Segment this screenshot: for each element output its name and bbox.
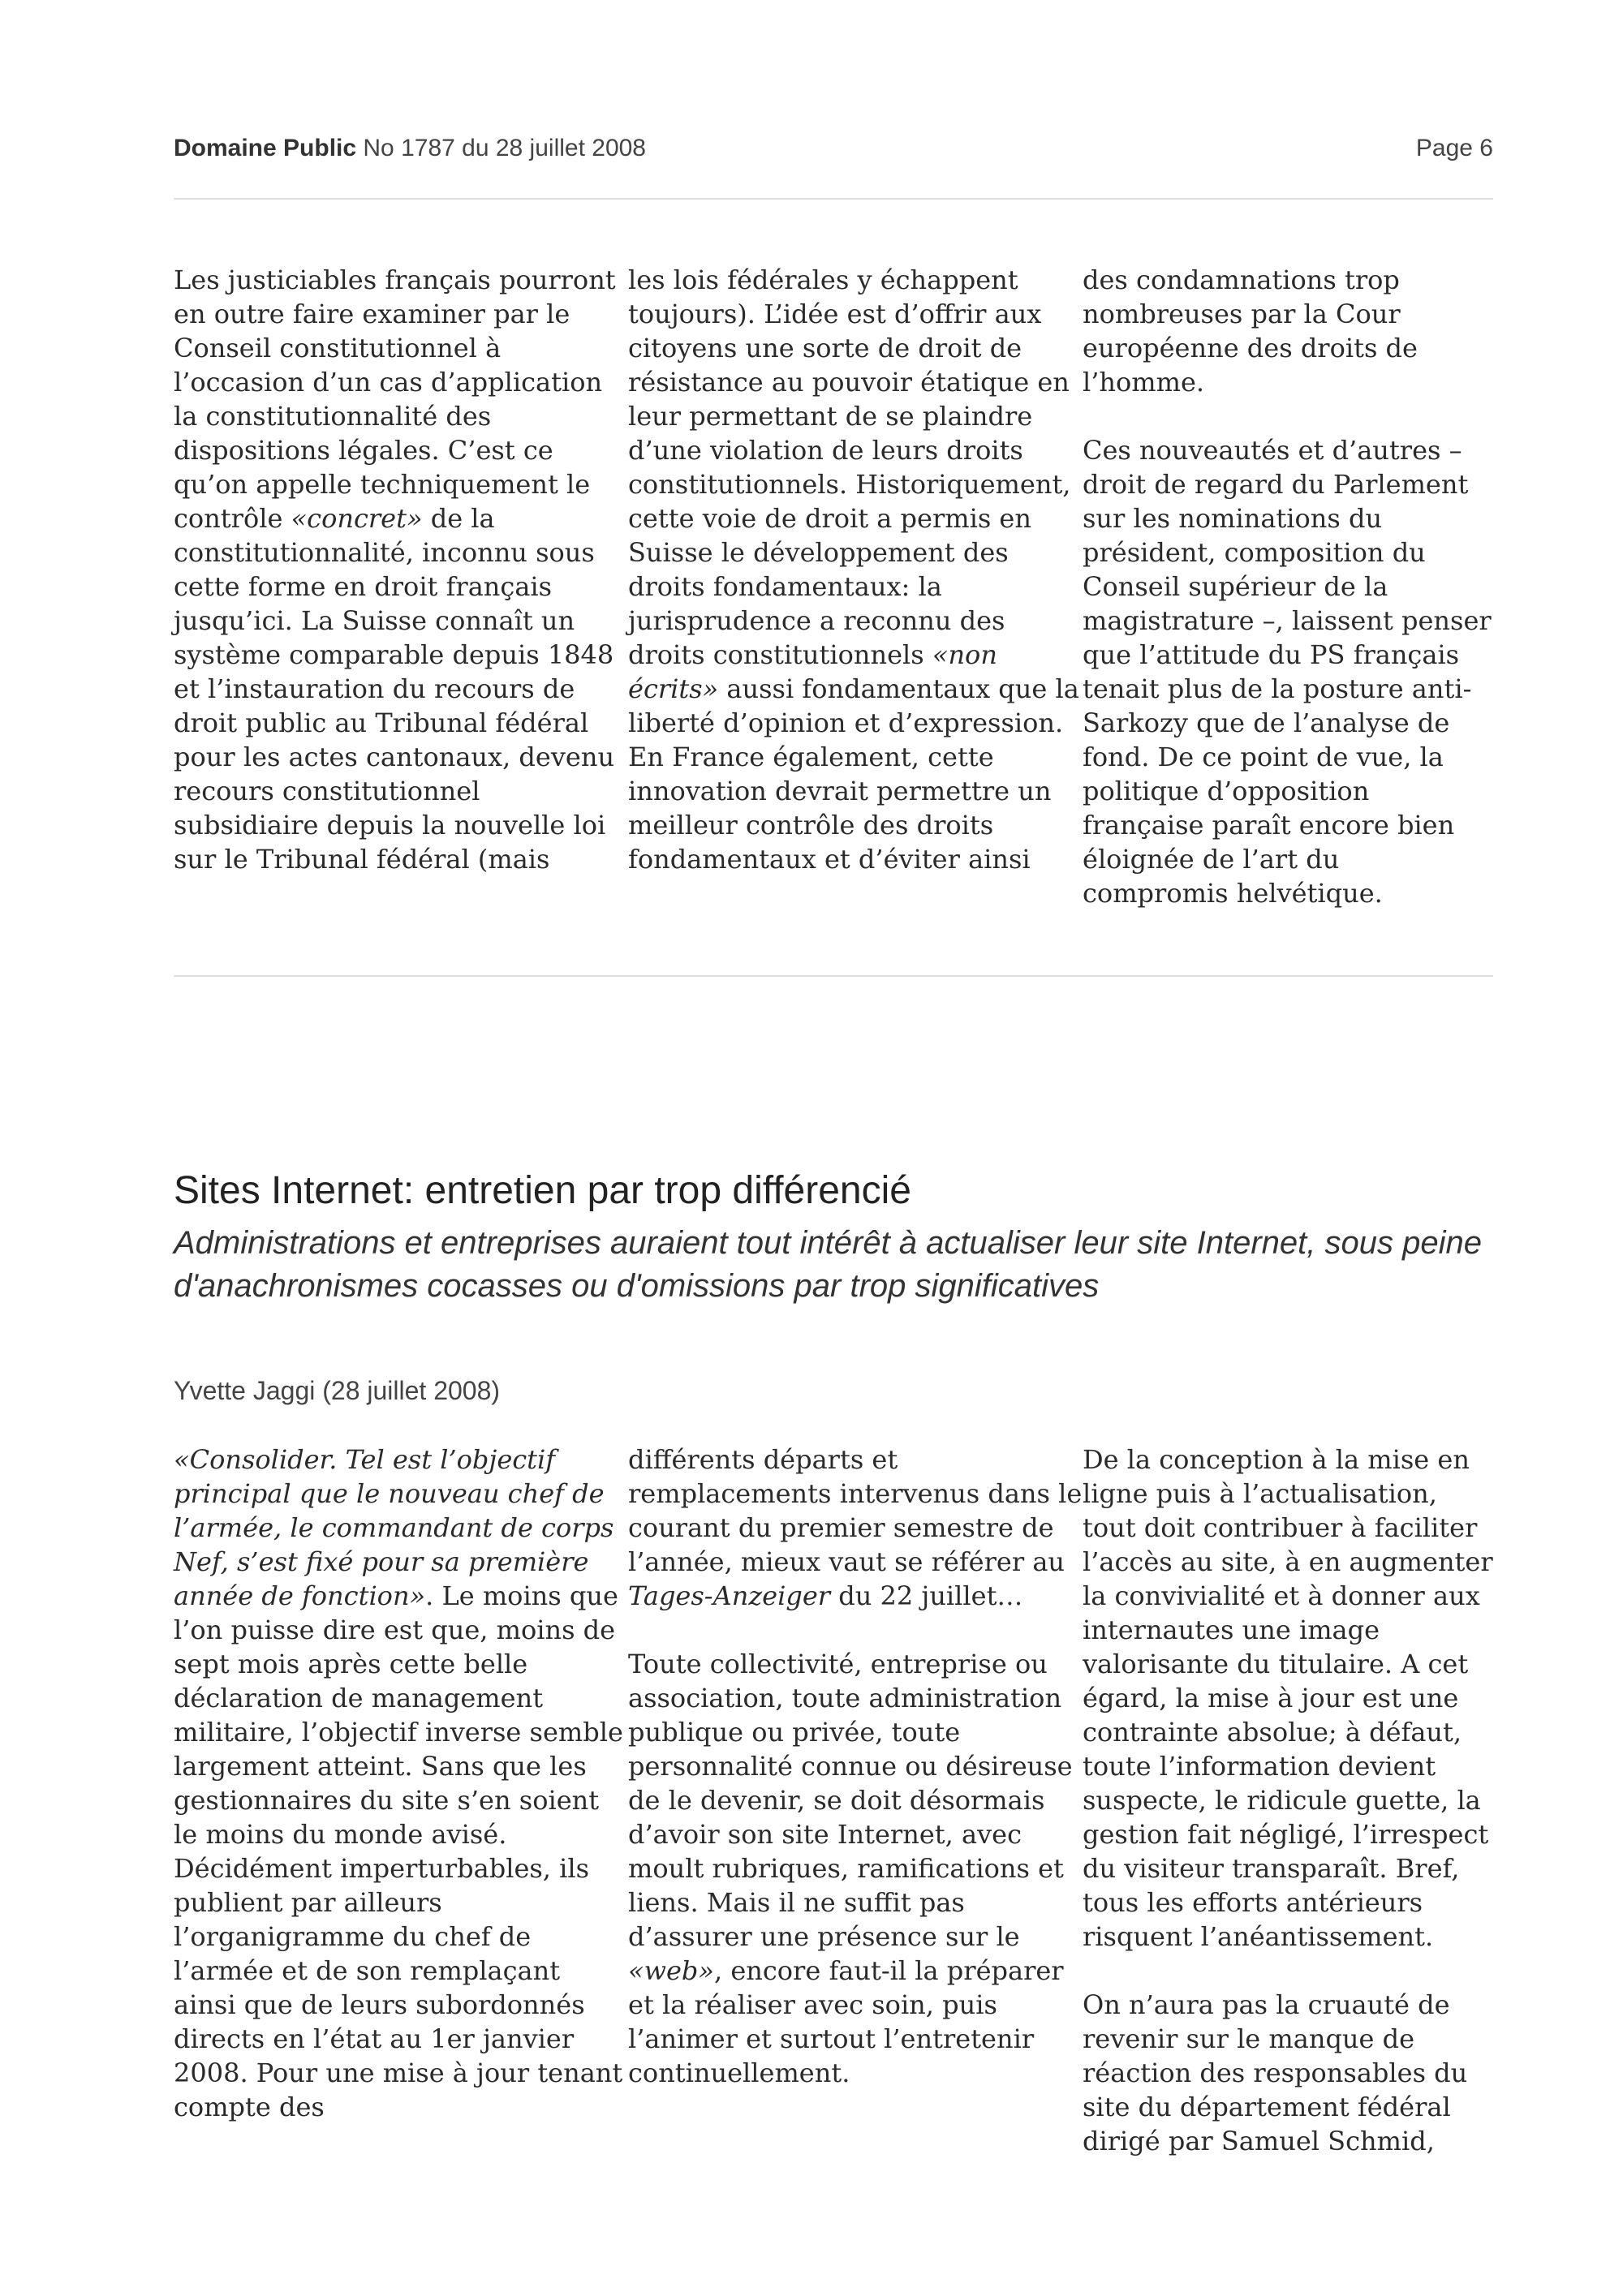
emphasis: «concret»	[291, 503, 423, 534]
paragraph	[628, 1443, 1083, 1613]
text-run: Toute collectivité, entreprise ou association, toute administration publique ou privée, toute personnalité connue ou désireuse de le devenir, se doit désormais d’avoir son site Internet, avec moult rubriques, ramifications et liens. Mais il ne suffit pas d’assurer une présence sur le	[628, 1649, 1073, 1952]
text-run: les lois fédérales y échappent toujours). L’idée est d’offrir aux citoyens une sorte de droit de résistance au pouvoir étatique en leur permettant de se plaindre d’une violation de leurs droits constitutionnels. Historiquement, cette voie de droit a permis en Suisse le développement des droits fondamentaux: la jurisprudence a reconnu des droits constitutionnels	[628, 264, 1071, 670]
article-title: Sites Internet: entretien par trop différencié	[174, 1169, 911, 1212]
emphasis: «web»	[628, 1955, 714, 1986]
article-column-1	[174, 1443, 628, 2158]
paragraph	[628, 1647, 1083, 2090]
text-run: différents départs et remplacements intervenus dans le courant du premier semestre de l’année, mieux vaut se référer au	[628, 1444, 1083, 1577]
issue-info: No 1787 du 28 juillet 2008	[363, 135, 646, 161]
paragraph: Ces nouveautés et d’autres – droit de regard du Parlement sur les nominations du président, composition du Conseil supérieur de la magistrature –, laissent penser que l’attitude du PS français tenait plus de la posture anti-Sarkozy que de l’analyse de fond. De ce point de vue, la politique d’opposition française paraît encore bien éloignée de l’art du compromis helvétique.	[1083, 435, 1492, 909]
article-subtitle: Administrations et entreprises auraient tout intérêt à actualiser leur site Internet, sous peine d'anachronismes cocasses ou d'omissions par trop significatives	[174, 1225, 1482, 1304]
page-number: Page 6	[1415, 135, 1493, 161]
prev-article-column-1	[174, 263, 628, 910]
paragraph: De la conception à la mise en ligne puis à l’actualisation, tout doit contribuer à faciliter l’accès au site, à en augmenter la convivialité et à donner aux internautes une image valorisante du titulaire. A cet égard, la mise à jour est une contrainte absolue; à défaut, toute l’information devient suspecte, le ridicule guette, la gestion fait négligé, l’irrespect du visiteur transparaît. Bref, tous les efforts antérieurs risquent l’anéantissement.	[1083, 1444, 1493, 1952]
article-column-3	[1083, 1443, 1493, 2158]
text-run: de la constitutionnalité, inconnu sous cette forme en droit français jusqu’ici. La Suisse connaît un système comparable depuis 1848 et l’instauration du recours de droit public au Tribunal fédéral pour les actes cantonaux, devenu recours constitutionnel subsidiaire depuis la nouvelle loi sur le Tribunal fédéral (mais	[174, 503, 615, 875]
paragraph: On n’aura pas la cruauté de revenir sur le manque de réaction des responsables du site du département fédéral dirigé par Samuel Schmid,	[1083, 1989, 1468, 2156]
article-byline: Yvette Jaggi (28 juillet 2008)	[174, 1376, 501, 1405]
emphasis: «Consolider. Tel est l’objectif principal que le nouveau chef de l’armée, le commandant de corps Nef, s’est fixé pour sa première année de fonction»	[174, 1444, 614, 1611]
page-header	[174, 135, 1493, 170]
emphasis: Tages-Anzeiger	[628, 1580, 831, 1611]
text-run: . Le moins que l’on puisse dire est que, moins de sept mois après cette belle déclaration de management militaire, l’objectif inverse semble largement atteint. Sans que les gestionnaires du site s’en soient le moins du monde avisé. Décidément imperturbables, ils publient par ailleurs l’organigramme du chef de l’armée et de son remplaçant ainsi que de leurs subordonnés directs en l’état au 1er janvier 2008. Pour une mise à jour tenant compte des	[174, 1580, 623, 2122]
text-run: Les justiciables français pourront en outre faire examiner par le Conseil constitutionnel à l’occasion d’un cas d’application la constitutionnalité des dispositions légales. C’est ce qu’on appelle techniquement le contrôle	[174, 264, 616, 534]
publication-name: Domaine Public	[174, 135, 357, 161]
article-columns	[174, 1443, 1493, 2158]
previous-article-columns	[174, 263, 1493, 910]
article-column-2	[628, 1443, 1083, 2158]
article-divider	[174, 975, 1493, 977]
header-divider	[174, 198, 1493, 200]
paragraph	[174, 1443, 628, 2124]
prev-article-column-3	[1083, 263, 1493, 910]
paragraph	[174, 263, 628, 876]
paragraph: des condamnations trop nombreuses par la Cour européenne des droits de l’homme.	[1083, 264, 1418, 398]
emphasis: «non écrits»	[628, 639, 997, 704]
prev-article-column-2	[628, 263, 1083, 910]
text-run: du 22 juillet…	[830, 1580, 1023, 1611]
paragraph	[628, 263, 1083, 876]
text-run: aussi fondamentaux que la liberté d’opinion et d’expression. En France également, cette innovation devrait permettre un meilleur contrôle des droits fondamentaux et d’éviter ainsi	[628, 673, 1079, 875]
text-run: , encore faut-il la préparer et la réaliser avec soin, puis l’animer et surtout l’entretenir continuellement.	[628, 1955, 1064, 2088]
